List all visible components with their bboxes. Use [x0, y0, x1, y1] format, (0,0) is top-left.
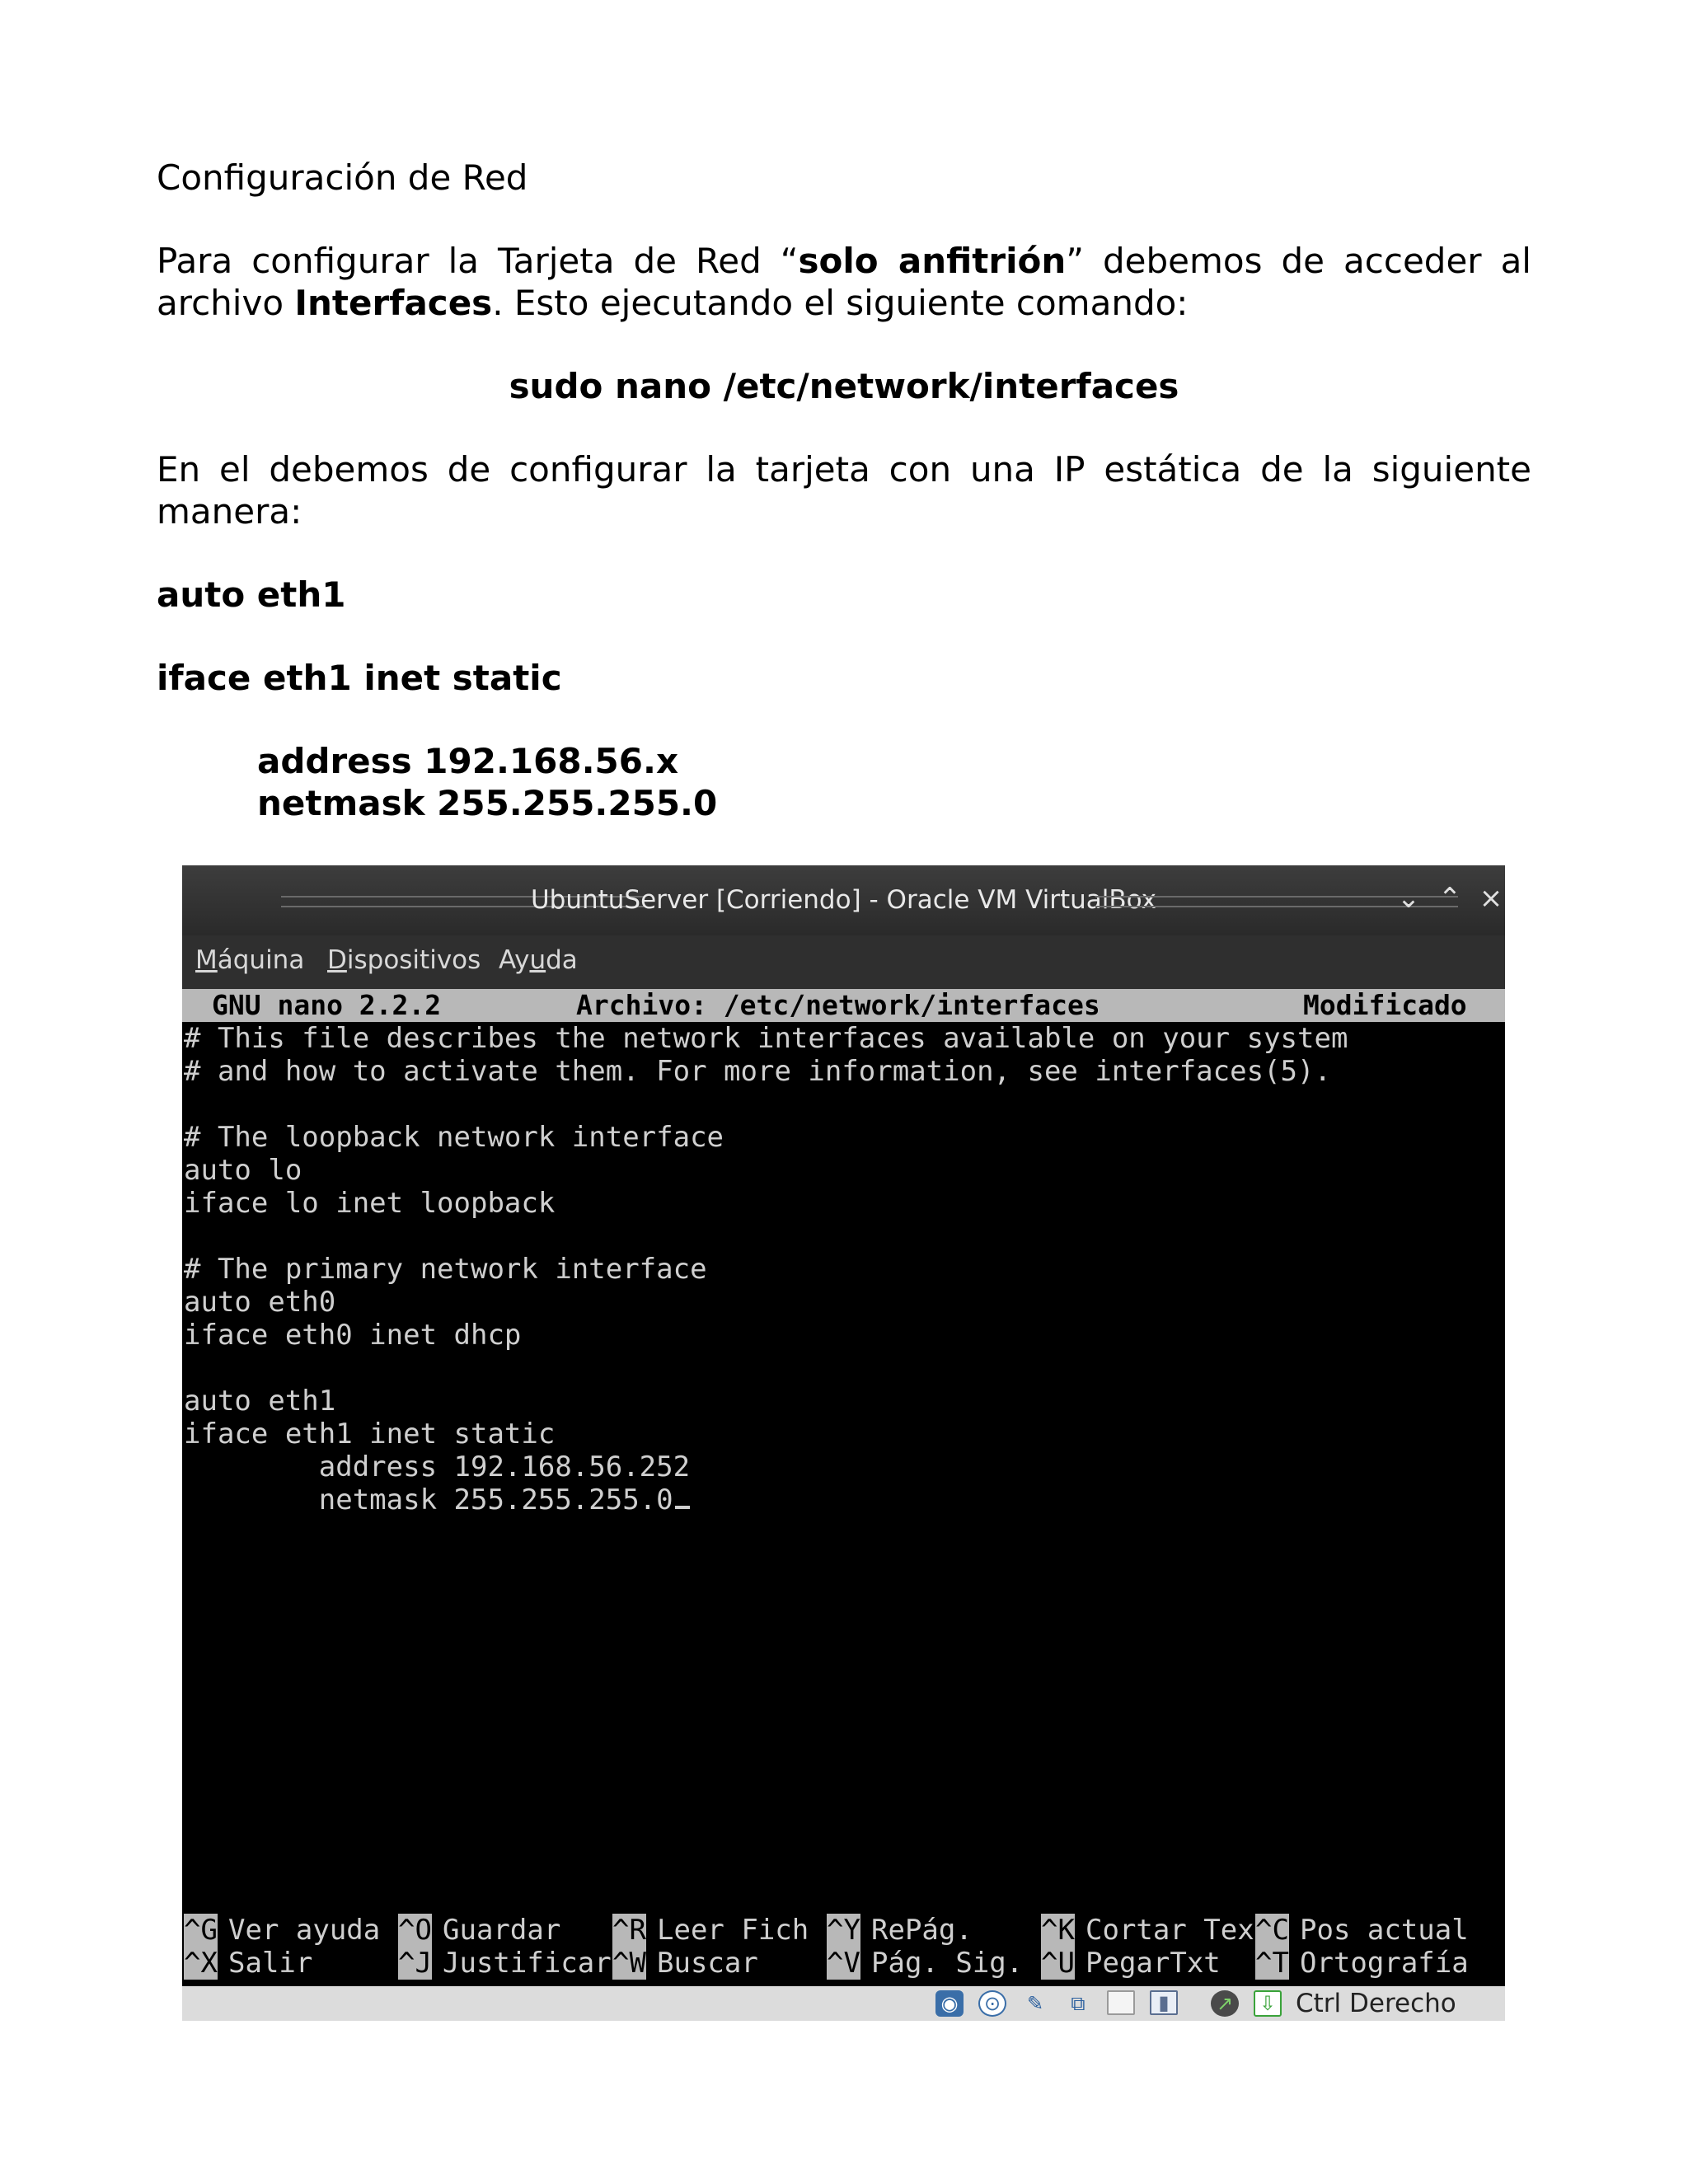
terminal-line: auto lo: [184, 1154, 302, 1187]
menu-bar: [182, 935, 1505, 989]
menu-ayuda-label: da: [546, 945, 578, 975]
virtualbox-window: [182, 865, 1505, 2021]
window-title: UbuntuServer [Corriendo] - Oracle VM VirtualBox: [530, 885, 1157, 915]
para1-line2-post: . Esto ejecutando el siguiente comando:: [492, 283, 1189, 323]
menu-maquina-accel: M: [195, 945, 218, 975]
shared-folder-icon[interactable]: [1107, 1990, 1135, 2015]
minimize-button[interactable]: ⌄: [1396, 882, 1421, 915]
status-bar: [182, 1986, 1505, 2021]
shortcut-key: ^J: [398, 1947, 432, 1980]
shortcut-key: ^V: [827, 1947, 860, 1980]
shortcut-key: ^K: [1041, 1914, 1075, 1947]
close-button[interactable]: ×: [1479, 882, 1503, 915]
vm-screen[interactable]: [182, 989, 1505, 1986]
terminal-line: # and how to activate them. For more information, see interfaces(5).: [184, 1055, 1331, 1088]
shortcut-label: PegarTxt: [1085, 1947, 1221, 1980]
nano-modified: Modificado: [1303, 989, 1467, 1021]
para2-line1: En el debemos de configurar la tarjeta con una IP estática de la siguiente: [157, 449, 1531, 490]
menu-ayuda-accel: u: [529, 945, 546, 975]
nano-version: GNU nano 2.2.2: [212, 989, 442, 1021]
display-icon[interactable]: ▮: [1150, 1990, 1178, 2015]
shortcut-key: ^W: [612, 1947, 646, 1980]
para1-bold-solo-anfitrion: solo anfitrión: [798, 241, 1067, 281]
para1-line2-pre: archivo: [157, 283, 295, 323]
terminal-line: iface eth1 inet static: [184, 1418, 556, 1451]
terminal-line: address 192.168.56.252: [184, 1451, 691, 1483]
mouse-integration-icon[interactable]: ↗: [1211, 1990, 1239, 2017]
hard-disk-icon[interactable]: ◉: [935, 1990, 964, 2017]
usb-icon[interactable]: ✎: [1026, 1992, 1044, 2015]
nano-header: [182, 989, 1505, 1022]
para2-line2: manera:: [157, 491, 302, 532]
shortcut-label: Ortografía: [1300, 1947, 1469, 1980]
shortcut-key: ^C: [1255, 1914, 1289, 1947]
menu-maquina[interactable]: [195, 945, 304, 975]
shortcut-label: RePág.: [871, 1914, 973, 1947]
terminal-line: iface lo inet loopback: [184, 1187, 556, 1220]
code-netmask: netmask 255.255.255.0: [257, 783, 718, 823]
terminal-line: # The primary network interface: [184, 1253, 707, 1286]
shortcut-label: Ver ayuda: [228, 1914, 381, 1947]
shortcut-label: Justificar: [443, 1947, 612, 1980]
shortcut-label: Guardar: [443, 1914, 561, 1947]
terminal-line: auto eth0: [184, 1286, 336, 1319]
shortcut-key: ^R: [612, 1914, 646, 1947]
menu-dispositivos-accel: D: [327, 945, 347, 975]
terminal-line: netmask 255.255.255.0: [184, 1483, 673, 1516]
code-address: address 192.168.56.x: [257, 741, 679, 781]
shortcut-key: ^T: [1255, 1947, 1289, 1980]
shortcut-label: Leer Fich: [657, 1914, 809, 1947]
shortcut-key: ^X: [184, 1947, 218, 1980]
shortcut-label: Cortar Tex: [1085, 1914, 1254, 1947]
shortcut-key: ^O: [398, 1914, 432, 1947]
keyboard-capture-icon[interactable]: ⇩: [1254, 1990, 1282, 2017]
terminal-line: # This file describes the network interfaces available on your system: [184, 1022, 1348, 1055]
command-line: sudo nano /etc/network/interfaces: [509, 366, 1179, 406]
optical-drive-icon[interactable]: ⊙: [978, 1990, 1006, 2017]
terminal-line: auto eth1: [184, 1385, 336, 1418]
shortcut-key: ^Y: [827, 1914, 860, 1947]
text-cursor: [675, 1506, 690, 1509]
terminal-line-cursor: [184, 1483, 690, 1516]
menu-maquina-label: áquina: [217, 945, 305, 975]
menu-dispositivos[interactable]: [327, 945, 481, 975]
shortcut-label: Buscar: [657, 1947, 758, 1980]
shortcut-label: Salir: [228, 1947, 313, 1980]
maximize-button[interactable]: ⌃: [1437, 882, 1462, 915]
window-titlebar[interactable]: [182, 865, 1505, 935]
host-key-label: Ctrl Derecho: [1296, 1989, 1456, 2018]
doc-heading: Configuración de Red: [157, 157, 528, 198]
code-auto-eth1: auto eth1: [157, 574, 346, 615]
menu-dispositivos-label: ispositivos: [346, 945, 481, 975]
code-iface-eth1: iface eth1 inet static: [157, 658, 562, 698]
terminal-line: iface eth0 inet dhcp: [184, 1319, 522, 1352]
para1-text-mid: ” debemos de acceder al: [1066, 241, 1531, 281]
nano-filename: Archivo: /etc/network/interfaces: [576, 989, 1100, 1021]
shortcut-label: Pág. Sig.: [871, 1947, 1024, 1980]
para1-bold-interfaces: Interfaces: [294, 283, 493, 323]
shortcut-label: Pos actual: [1300, 1914, 1469, 1947]
menu-ayuda-pre: Ay: [499, 945, 530, 975]
shortcut-key: ^G: [184, 1914, 218, 1947]
network-icon[interactable]: ⧉: [1071, 1992, 1085, 2015]
para1-text: Para configurar la Tarjeta de Red “: [157, 241, 799, 281]
terminal-line: # The loopback network interface: [184, 1121, 724, 1154]
para1-line2: [157, 282, 1188, 324]
para1-line1: [157, 240, 1531, 282]
menu-ayuda[interactable]: [499, 945, 578, 975]
shortcut-key: ^U: [1041, 1947, 1075, 1980]
